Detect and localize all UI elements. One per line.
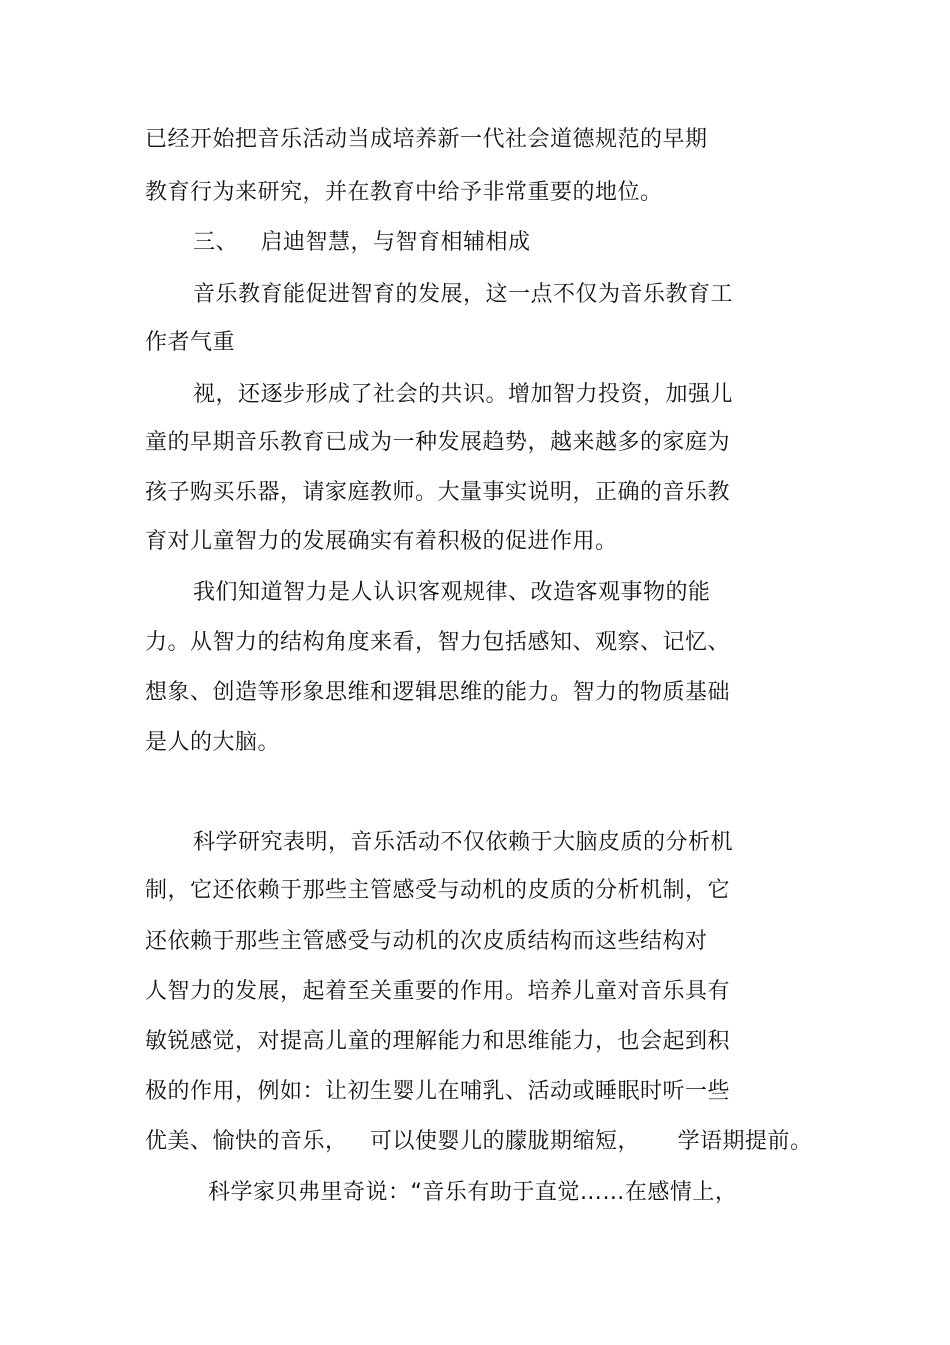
- text-line: 教育行为来研究，并在教育中给予非常重要的地位。: [145, 180, 663, 205]
- text-line: 力。从智力的结构角度来看，智力包括感知、观察、记忆、: [145, 630, 731, 655]
- text-line: 已经开始把音乐活动当成培养新一代社会道德规范的早期: [145, 127, 708, 152]
- text-line: 还依赖于那些主管感受与动机的次皮质结构而这些结构对: [145, 929, 708, 954]
- text-line: 我们知道智力是人认识客观规律、改造客观事物的能: [193, 580, 711, 605]
- text-line: 视，还逐步形成了社会的共识。增加智力投资，加强儿: [193, 382, 734, 407]
- text-line: 想象、创造等形象思维和逻辑思维的能力。智力的物质基础: [145, 680, 731, 705]
- text-line: 敏锐感觉，对提高儿童的理解能力和思维能力，也会起到积: [145, 1029, 731, 1054]
- text-line: 科学家贝弗里奇说：“音乐有助于直觉……在感情上，: [208, 1180, 738, 1205]
- text-line: 孩子购买乐器，请家庭教师。大量事实说明，正确的音乐教: [145, 480, 731, 505]
- text-line: 极的作用，例如：让初生婴儿在哺乳、活动或睡眠时听一些: [145, 1079, 731, 1104]
- section-heading: 三、 启迪智慧，与智育相辅相成: [193, 230, 531, 255]
- text-line: 童的早期音乐教育已成为一种发展趋势，越来越多的家庭为: [145, 430, 731, 455]
- text-line: 制，它还依赖于那些主管感受与动机的皮质的分析机制，它: [145, 878, 731, 903]
- text-line: 是人的大脑。: [145, 730, 281, 755]
- text-line: 优美、愉快的音乐， 可以使婴儿的朦胧期缩短， 学语期提前。: [145, 1129, 813, 1154]
- text-line: 育对儿童智力的发展确实有着积极的促进作用。: [145, 529, 618, 554]
- text-line: 作者气重: [145, 330, 236, 355]
- text-line: 科学研究表明，音乐活动不仅依赖于大脑皮质的分析机: [193, 830, 734, 855]
- text-line: 人智力的发展，起着至关重要的作用。培养儿童对音乐具有: [145, 979, 731, 1004]
- text-line: 音乐教育能促进智育的发展，这一点不仅为音乐教育工: [193, 282, 734, 307]
